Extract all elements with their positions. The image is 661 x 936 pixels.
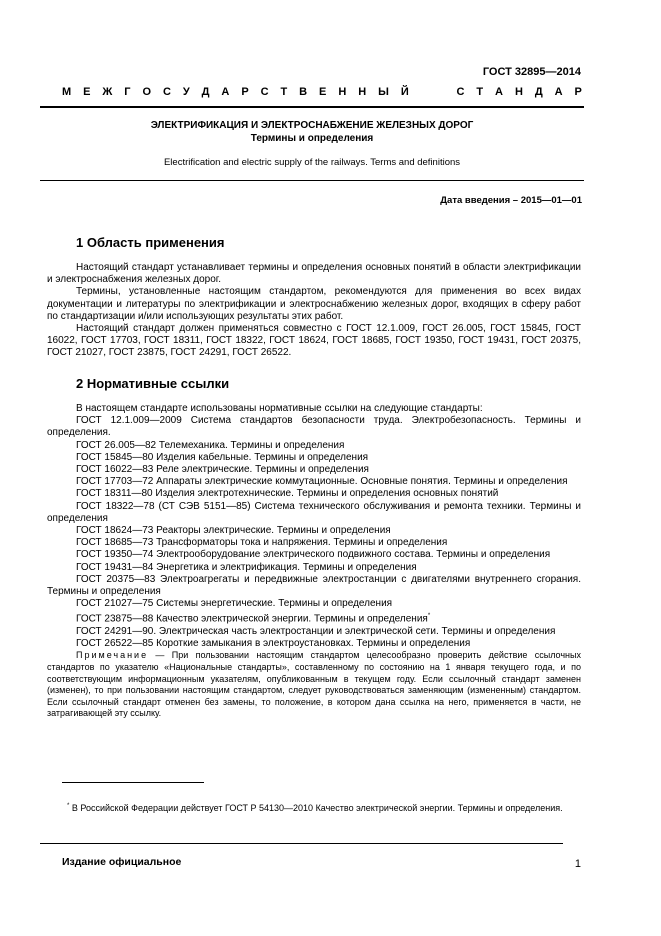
reference-item: ГОСТ 12.1.009—2009 Система стандартов безопасности труда. Электробезопасность. Термины и определения. [47,415,581,439]
header-rule [40,106,584,108]
paragraph: Настоящий стандарт должен применяться совместно с ГОСТ 12.1.009, ГОСТ 26.005, ГОСТ 15845, ГОСТ 16022, ГОСТ 17703, ГОСТ 18311, ГОСТ 18322, ГОСТ 18624, ГОСТ 18685, ГОСТ 19350, ГОСТ 19431, ГОСТ 20375, ГОСТ 21027, ГОСТ 23875, ГОСТ 24291, ГОСТ 26522. [47,323,581,359]
note-label: Примечание [76,650,149,661]
official-edition-label: Издание официальное [62,856,182,868]
footnote [47,798,581,817]
banner-letter: Н [338,86,347,98]
reference-item [47,610,581,626]
note [47,650,581,720]
banner-letter: Е [83,86,91,98]
english-title: Electrification and electric supply of the railways. Terms and definitions [163,157,461,168]
footnote-mark: * [427,613,431,620]
document-title: ЭЛЕКТРИФИКАЦИЯ И ЭЛЕКТРОСНАБЖЕНИЕ ЖЕЛЕЗНЫХ ДОРОГ [150,120,474,131]
reference-item: ГОСТ 17703—72 Аппараты электрические коммутационные. Основные понятия. Термины и определения [76,476,568,488]
introduction-date: Дата введения – 2015—01—01 [440,195,582,206]
footer-rule [40,843,563,844]
reference-item: ГОСТ 26.005—82 Телемеханика. Термины и определения [76,439,345,451]
reference-item: ГОСТ 20375—83 Электроагрегаты и передвижные электростанции с двигателями внутреннего сгорания. Термины и определения [47,573,581,598]
banner-letter: Н [514,86,523,98]
reference-item: ГОСТ 26522—85 Короткие замыкания в электроустановках. Термины и определения [76,638,471,650]
banner-letter: С [162,86,171,98]
reference-item: ГОСТ 21027—75 Системы энергетические. Термины и определения [76,598,393,610]
banner-letter: А [495,86,503,98]
reference-item: ГОСТ 15845—80 Изделия кабельные. Термины и определения [76,451,369,463]
section-2-body [47,403,581,720]
reference-item: ГОСТ 24291—90. Электрическая часть электростанции и электрической сети. Термины и определения [76,625,556,637]
paragraph: Термины, установленные настоящим стандартом, рекомендуются для применения во всех видах документации и литературы по электрификации и электроснабжению железных дорог, входящих в сферу работ по стандартизации и/или использующих результаты этих работ. [47,286,581,322]
banner-letter: С [456,86,465,98]
reference-item: ГОСТ 18685—73 Трансформаторы тока и напряжения. Термины и определения [76,537,448,549]
banner-letter: Н [358,86,367,98]
banner-letter: Р [574,86,582,98]
banner-letter: Д [201,86,210,98]
section-1-body [47,262,581,360]
interstate-standard-banner [62,86,582,98]
footnote-text: В Российской Федерации действует ГОСТ Р 54130—2010 Качество электрической энергии. Термины и определения. [71,803,563,813]
footnote-mark: * [67,803,70,809]
banner-letter: Д [534,86,543,98]
page-number: 1 [574,858,581,870]
note-text: — При пользовании настоящим стандартом целесообразно проверить действие ссылочных стандартов по указателю «Национальные стандарты», составленному по состоянию на 1 января текущего года, и по соответствующим информационным указателям, опубликованным в текущем году. Если ссылочный стандарт заменен (изменен), то при пользовании настоящим стандартом, следует руководствоваться заменяющим (измененным) стандартом. Если ссылочный стандарт отменен без замены, то положение, в котором дана ссылка на него, применяется в части, не затрагивающей эту ссылку. [47,650,581,719]
banner-letter: Ы [378,86,389,98]
banner-letter: Ж [102,86,113,98]
banner-letter: Т [280,86,288,98]
banner-letter: Г [124,86,131,98]
reference-text: ГОСТ 23875—88 Качество электрической энергии. Термины и определения [76,613,428,625]
banner-letter: О [142,86,152,98]
reference-item: ГОСТ 18311—80 Изделия электротехнические. Термины и определения основных понятий [76,488,499,500]
footnote-rule [62,782,204,783]
banner-letter: Р [241,86,249,98]
banner-letter: У [182,86,190,98]
banner-letter: С [260,86,269,98]
reference-item: ГОСТ 19350—74 Электрооборудование электрического подвижного состава. Термины и определения [76,549,551,561]
reference-item: ГОСТ 18624—73 Реакторы электрические. Термины и определения [76,525,391,537]
paragraph: В настоящем стандарте использованы нормативные ссылки на следующие стандарты: [76,403,483,414]
banner-letter: М [62,86,72,98]
banner-letter: Й [400,86,409,98]
banner-letter: Т [476,86,484,98]
section-2-heading: 2 Нормативные ссылки [76,376,230,391]
reference-item: ГОСТ 18322—78 (СТ СЭВ 5151—85) Система технического обслуживания и ремонта техники. Термины и определения [47,500,581,524]
banner-letter: В [299,86,308,98]
document-subtitle: Термины и определения [250,133,374,144]
banner-letter: А [221,86,230,98]
banner-letter: Е [319,86,327,98]
standard-number: ГОСТ 32895—2014 [482,66,581,78]
reference-item: ГОСТ 19431—84 Энергетика и электрификация. Термины и определения [76,561,417,573]
banner-letter: А [554,86,563,98]
title-rule [40,180,584,181]
section-1-heading: 1 Область применения [76,235,225,250]
paragraph: Настоящий стандарт устанавливает термины и определения основных понятий в области электрификации и электроснабжения железных дорог. [47,262,581,286]
reference-item: ГОСТ 16022—83 Реле электрические. Термины и определения [76,464,369,476]
